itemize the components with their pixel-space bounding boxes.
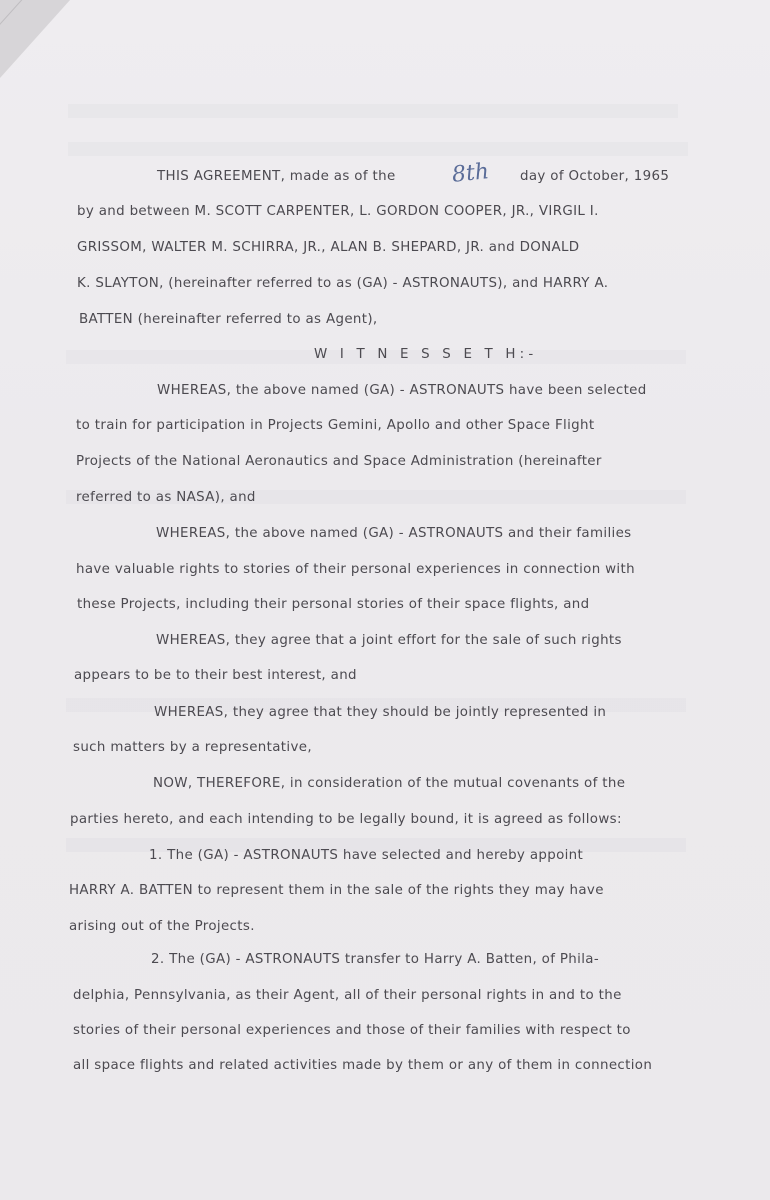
document-line: Projects of the National Aeronautics and Space Administration (hereinafter — [76, 454, 602, 469]
document-line: HARRY A. BATTEN to represent them in the sale of the rights they may have — [69, 883, 604, 898]
document-line: GRISSOM, WALTER M. SCHIRRA, JR., ALAN B. SHEPARD, JR. and DONALD — [77, 240, 580, 255]
document-line: arising out of the Projects. — [69, 919, 255, 934]
document-line: such matters by a representative, — [73, 740, 312, 755]
handwritten-date-text: 8th — [450, 159, 491, 188]
document-line: WHEREAS, the above named (GA) - ASTRONAUTS and their families — [156, 526, 632, 541]
document-line: WHEREAS, they agree that they should be jointly represented in — [154, 705, 607, 720]
document-line: appears to be to their best interest, and — [74, 668, 357, 683]
clause-2: 2. The (GA) - ASTRONAUTS transfer to Harry A. Batten, of Phila- — [151, 952, 600, 967]
document-line: have valuable rights to stories of their personal experiences in connection with — [76, 562, 635, 577]
clause-1: 1. The (GA) - ASTRONAUTS have selected and hereby appoint — [149, 848, 584, 863]
document-line: delphia, Pennsylvania, as their Agent, all of their personal rights in and to the — [73, 988, 622, 1003]
document-line: all space flights and related activities made by them or any of them in connection — [73, 1058, 653, 1073]
document-line: parties hereto, and each intending to be legally bound, it is agreed as follows: — [70, 812, 622, 827]
document-line: these Projects, including their personal stories of their space flights, and — [77, 597, 590, 612]
document-line: by and between M. SCOTT CARPENTER, L. GORDON COOPER, JR., VIRGIL I. — [77, 204, 599, 219]
document-line: to train for participation in Projects Gemini, Apollo and other Space Flight — [76, 418, 595, 433]
bleed-through-shadow — [68, 142, 688, 156]
document-line: WHEREAS, they agree that a joint effort for the sale of such rights — [156, 633, 622, 648]
agreement-date-line: day of October, 1965 — [520, 169, 670, 184]
document-line: referred to as NASA), and — [76, 490, 256, 505]
document-line: NOW, THEREFORE, in consideration of the mutual covenants of the — [153, 776, 626, 791]
witnesseth-heading: W I T N E S S E T H:- — [314, 347, 538, 362]
agreement-opening: THIS AGREEMENT, made as of the — [157, 169, 396, 184]
document-line: stories of their personal experiences and those of their families with respect to — [73, 1023, 631, 1038]
document-line: WHEREAS, the above named (GA) - ASTRONAUTS have been selected — [157, 383, 647, 398]
document-line: BATTEN (hereinafter referred to as Agent), — [79, 312, 378, 327]
bleed-through-shadow — [68, 104, 678, 118]
handwritten-date — [451, 159, 490, 188]
document-line: K. SLAYTON, (hereinafter referred to as (GA) - ASTRONAUTS), and HARRY A. — [77, 276, 609, 291]
